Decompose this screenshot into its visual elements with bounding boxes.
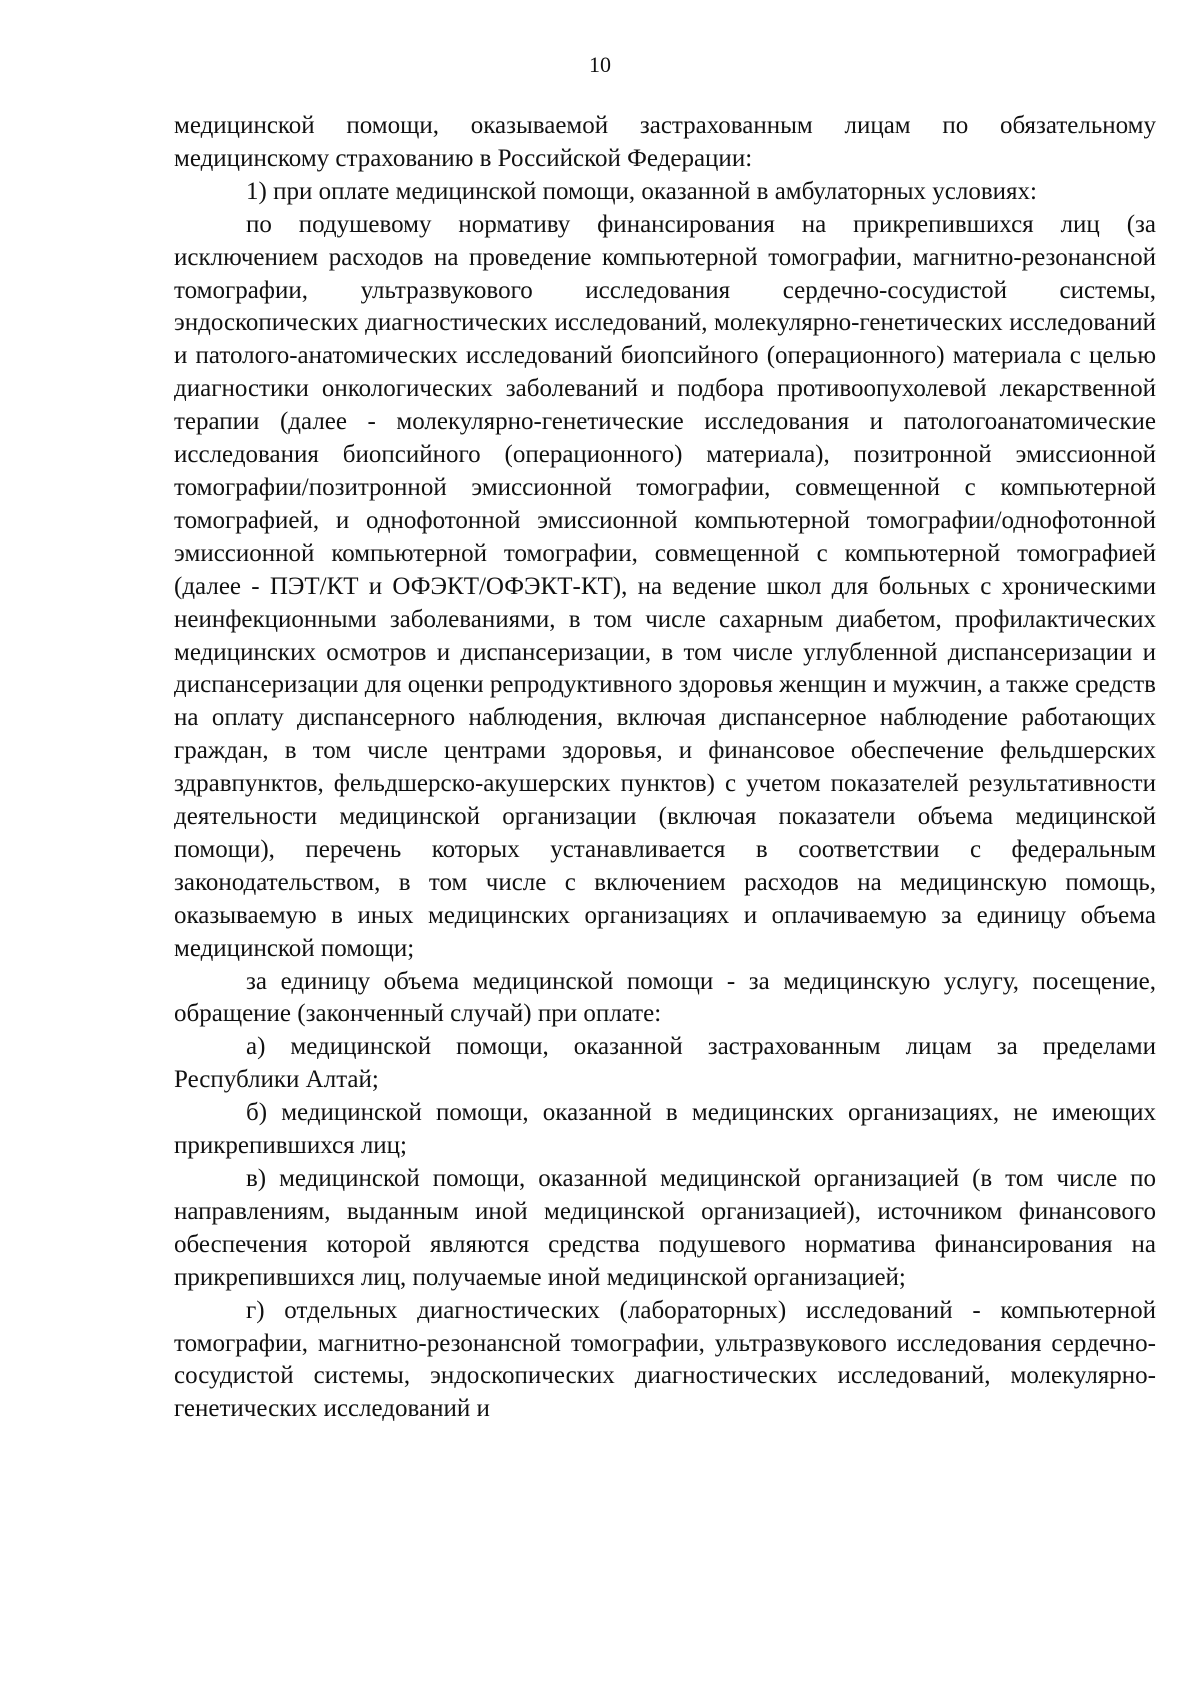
paragraph-6: б) медицинской помощи, оказанной в медицинских организациях, не имеющих прикрепившихся лиц; xyxy=(174,1099,1156,1160)
paragraph-2: 1) при оплате медицинской помощи, оказанной в амбулаторных условиях: xyxy=(246,177,1037,205)
paragraph-7: в) медицинской помощи, оказанной медицинской организацией (в том числе по направлениям, выданным иной медицинской организацией), источником финансового обеспечения которой являются средства подушевого норматива финансирования на прикрепившихся лиц, получаемые иной медицинской организацией; xyxy=(174,1165,1156,1291)
paragraph-8: г) отдельных диагностических (лабораторных) исследований - компьютерной томографии, магнитно-резонансной томографии, ультразвукового исследования сердечно-сосудистой системы, эндоскопических диагностических исследований, молекулярно-генетических исследований и xyxy=(174,1296,1156,1423)
paragraph-3: по подушевому нормативу финансирования на прикрепившихся лиц (за исключением расходов на проведение компьютерной томографии, магнитно-резонансной томографии, ультразвукового исследования сердечно-сосудистой системы, эндоскопических диагностических исследований, молекулярно-генетических исследований и патолого-анатомических исследований биопсийного (операционного) материала с целью диагностики онкологических заболеваний и подбора противоопухолевой лекарственной терапии (далее - молекулярно-генетические исследования и патологоанатомические исследования биопсийного (операционного) материала), позитронной эмиссионной томографии/позитронной эмиссионной томографии, совмещенной с компьютерной томографией, и однофотонной эмиссионной компьютерной томографии/однофотонной эмиссионной компьютерной томографии, совмещенной с компьютерной томографией (далее - ПЭТ/КТ и ОФЭКТ/ОФЭКТ-КТ), на ведение школ для больных с хроническими неинфекционными заболеваниями, в том числе сахарным диабетом, профилактических медицинских осмотров и диспансеризации, в том числе углубленной диспансеризации и диспансеризации для оценки репродуктивного здоровья женщин и мужчин, а также средств на оплату диспансерного наблюдения, включая диспансерное наблюдение работающих граждан, в том числе центрами здоровья, и финансовое обеспечение фельдшерских здравпунктов, фельдшерско-акушерских пунктов) с учетом показателей результативности деятельности медицинской организации (включая показатели объема медицинской помощи), перечень которых устанавливается в соответствии с федеральным законодательством, в том числе с включением расходов на медицинскую помощь, оказываемую в иных медицинских организациях и оплачиваемую за единицу объема медицинской помощи; xyxy=(174,210,1156,962)
document-body xyxy=(174,110,1156,1426)
paragraph-4: за единицу объема медицинской помощи - за медицинскую услугу, посещение, обращение (законченный случай) при оплате: xyxy=(174,967,1156,1028)
paragraph-5: а) медицинской помощи, оказанной застрахованным лицам за пределами Республики Алтай; xyxy=(174,1033,1156,1094)
page-number: 10 xyxy=(589,52,611,77)
paragraph-1: медицинской помощи, оказываемой застрахованным лицам по обязательному медицинскому страхованию в Российской Федерации: xyxy=(174,112,1156,172)
